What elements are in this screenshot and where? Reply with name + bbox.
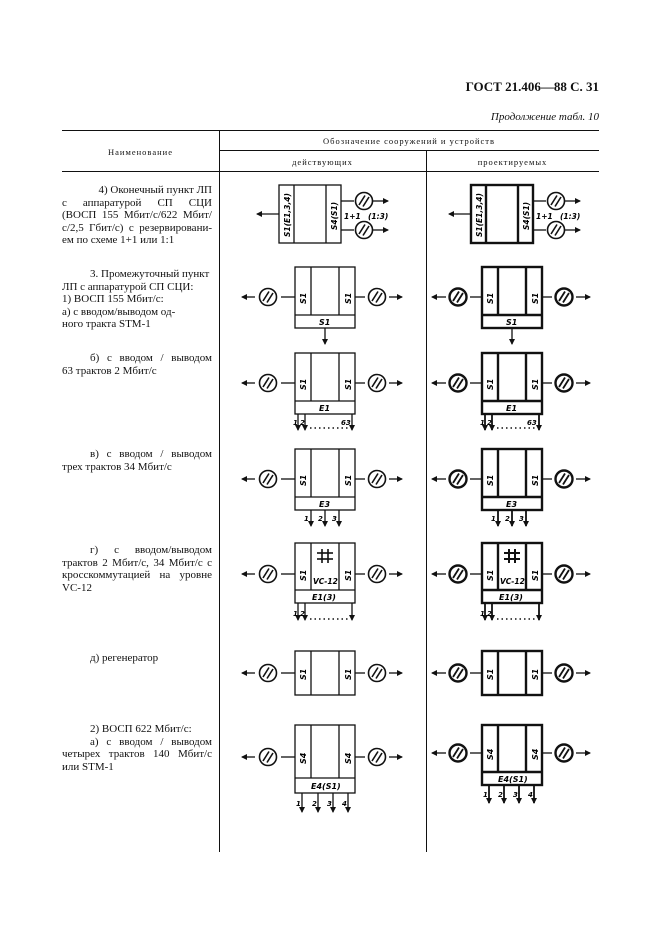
- regenerator-existing-symbol: [242, 651, 402, 695]
- label-n2-r3a: 2: [300, 419, 305, 427]
- label-n4-r7a: 4: [342, 800, 347, 808]
- row-regenerator-text: д) регенератор: [90, 652, 159, 664]
- label-s1-r3a: S1: [299, 378, 308, 390]
- label-s1-a: S1: [299, 292, 308, 304]
- label-n4-r7b: 4: [528, 791, 533, 799]
- label-s4-r7d: S4: [531, 748, 540, 760]
- label-s1-r3b: S1: [344, 378, 353, 390]
- label-s1-r5a: S1: [299, 569, 308, 581]
- label-s1e: S1(E1,3,4): [283, 193, 292, 237]
- label-s1-f: S1: [506, 318, 518, 327]
- col-header-designation: Обозначение сооружений и устройств: [322, 136, 495, 146]
- label-n1-r4b: 1: [491, 515, 496, 523]
- label-1to3: (1:3): [368, 212, 389, 221]
- col-header-existing: действующих: [292, 157, 353, 167]
- col-header-planned: проектируемых: [477, 157, 548, 167]
- label-s1-r3d: S1: [531, 378, 540, 390]
- label-n1-r3b: 1: [480, 419, 485, 427]
- e1-existing-symbol: [242, 353, 402, 430]
- label-1plus1: 1+1: [344, 212, 361, 221]
- label-n2-r3b: 2: [487, 419, 492, 427]
- label-e1-r3b: E1: [506, 404, 518, 413]
- label-s1-r6a: S1: [299, 668, 308, 680]
- label-e3-r4b: E3: [506, 500, 518, 509]
- label-s1-r5c: S1: [486, 569, 495, 581]
- stm1-existing-symbol: [242, 267, 402, 344]
- label-n2-r7b: 2: [498, 791, 503, 799]
- label-e4s1-r7a: E4(S1): [311, 782, 341, 791]
- label-1to3-planned: (1:3): [560, 212, 581, 221]
- e1-planned-radio-icons: [450, 375, 573, 392]
- label-s1-d: S1: [486, 292, 495, 304]
- label-n63-r3b: 63: [527, 419, 537, 427]
- col-header-name: Наименование: [108, 147, 173, 157]
- label-s1e-planned: S1(E1,3,4): [475, 193, 484, 237]
- label-e13-b: E1(3): [499, 593, 523, 602]
- row-intermediate-point-text: 3. Промежуточный пункт ЛП с аппаратурой СП СЦИ: 1) ВОСП 155 Мбит/с: а) с вводом/выводом од- ного тракта STM-1: [62, 268, 210, 330]
- label-s4-r7b: S4: [344, 752, 353, 764]
- e3-planned-radio-icons: [450, 471, 573, 488]
- label-n3-r7a: 3: [327, 800, 332, 808]
- label-s4e: S4(S1): [330, 201, 339, 230]
- label-s1-r5b: S1: [344, 569, 353, 581]
- e4-planned-radio-icons: [450, 745, 573, 762]
- label-s1-r4a: S1: [299, 474, 308, 486]
- label-s1-r4d: S1: [531, 474, 540, 486]
- label-e13-a: E1(3): [312, 593, 336, 602]
- label-s4-r7c: S4: [486, 748, 495, 760]
- label-s1-e: S1: [531, 292, 540, 304]
- label-s1-r3c: S1: [486, 378, 495, 390]
- label-s1-r6b: S1: [344, 668, 353, 680]
- label-1plus1-planned: 1+1: [536, 212, 553, 221]
- label-n3-r7b: 3: [513, 791, 518, 799]
- label-e3-r4a: E3: [319, 500, 331, 509]
- label-s1-r6d: S1: [531, 668, 540, 680]
- label-e4s1-r7b: E4(S1): [498, 775, 528, 784]
- label-s4e-planned: S4(S1): [522, 201, 531, 230]
- row-3-tracts-text: в) с вводом / выводом трех трактов 34 Мбит/с: [62, 448, 212, 473]
- row-terminal-point-text: 4) Оконечный пункт ЛП с аппаратурой СП СЦИ (ВОСП 155 Мбит/с/622 Мбит/ с/2,5 Гбит/с) с резервировани- ем по схеме 1+1 или 1:1: [62, 184, 212, 246]
- label-vc12-a: VC-12: [313, 577, 338, 586]
- label-n63-r3a: 63: [341, 419, 351, 427]
- label-n1-r4a: 1: [304, 515, 309, 523]
- document-code: ГОСТ 21.406—88 С. 31: [465, 79, 599, 94]
- vc12-crossconnect-grid-icon: [317, 549, 333, 563]
- label-n1-r7b: 1: [483, 791, 488, 799]
- label-s1-r5d: S1: [531, 569, 540, 581]
- row-crossconnect-text: г) с вводом/выводом трактов 2 Мбит/с, 34 Мбит/с с кросскоммутацией на уровне VC-12: [62, 544, 212, 594]
- table-continuation: Продолжение табл. 10: [490, 111, 599, 123]
- label-n2-r7a: 2: [312, 800, 317, 808]
- stm1-planned-radio-icons: [450, 289, 573, 306]
- label-n1-r3a: 1: [293, 419, 298, 427]
- label-n3-r4a: 3: [332, 515, 337, 523]
- label-n2-r4a: 2: [318, 515, 323, 523]
- label-n2-r4b: 2: [505, 515, 510, 523]
- label-s1-b: S1: [344, 292, 353, 304]
- label-s1-c: S1: [319, 318, 331, 327]
- e4-existing-symbol: [242, 725, 402, 812]
- label-n2-r5b: 2: [487, 610, 492, 618]
- label-n1-r7a: 1: [296, 800, 301, 808]
- label-s1-r4b: S1: [344, 474, 353, 486]
- label-n1-r5a: 1: [293, 610, 298, 618]
- label-e1-r3a: E1: [319, 404, 331, 413]
- label-n1-r5b: 1: [480, 610, 485, 618]
- label-n3-r4b: 3: [519, 515, 524, 523]
- label-s4-r7a: S4: [299, 752, 308, 764]
- label-vc12-b: VC-12: [500, 577, 525, 586]
- label-s1-r6c: S1: [486, 668, 495, 680]
- vc12-planned-grid-icon: [504, 549, 520, 563]
- regenerator-planned-radio-icons: [450, 665, 573, 682]
- label-s1-r4c: S1: [486, 474, 495, 486]
- row-622-text: 2) ВОСП 622 Мбит/с: а) с вводом / выводом четырех трактов 140 Мбит/с или STM-1: [62, 723, 212, 773]
- row-63-tracts-text: б) с вводом / выводом 63 трактов 2 Мбит/с: [62, 352, 212, 377]
- label-n2-r5a: 2: [300, 610, 305, 618]
